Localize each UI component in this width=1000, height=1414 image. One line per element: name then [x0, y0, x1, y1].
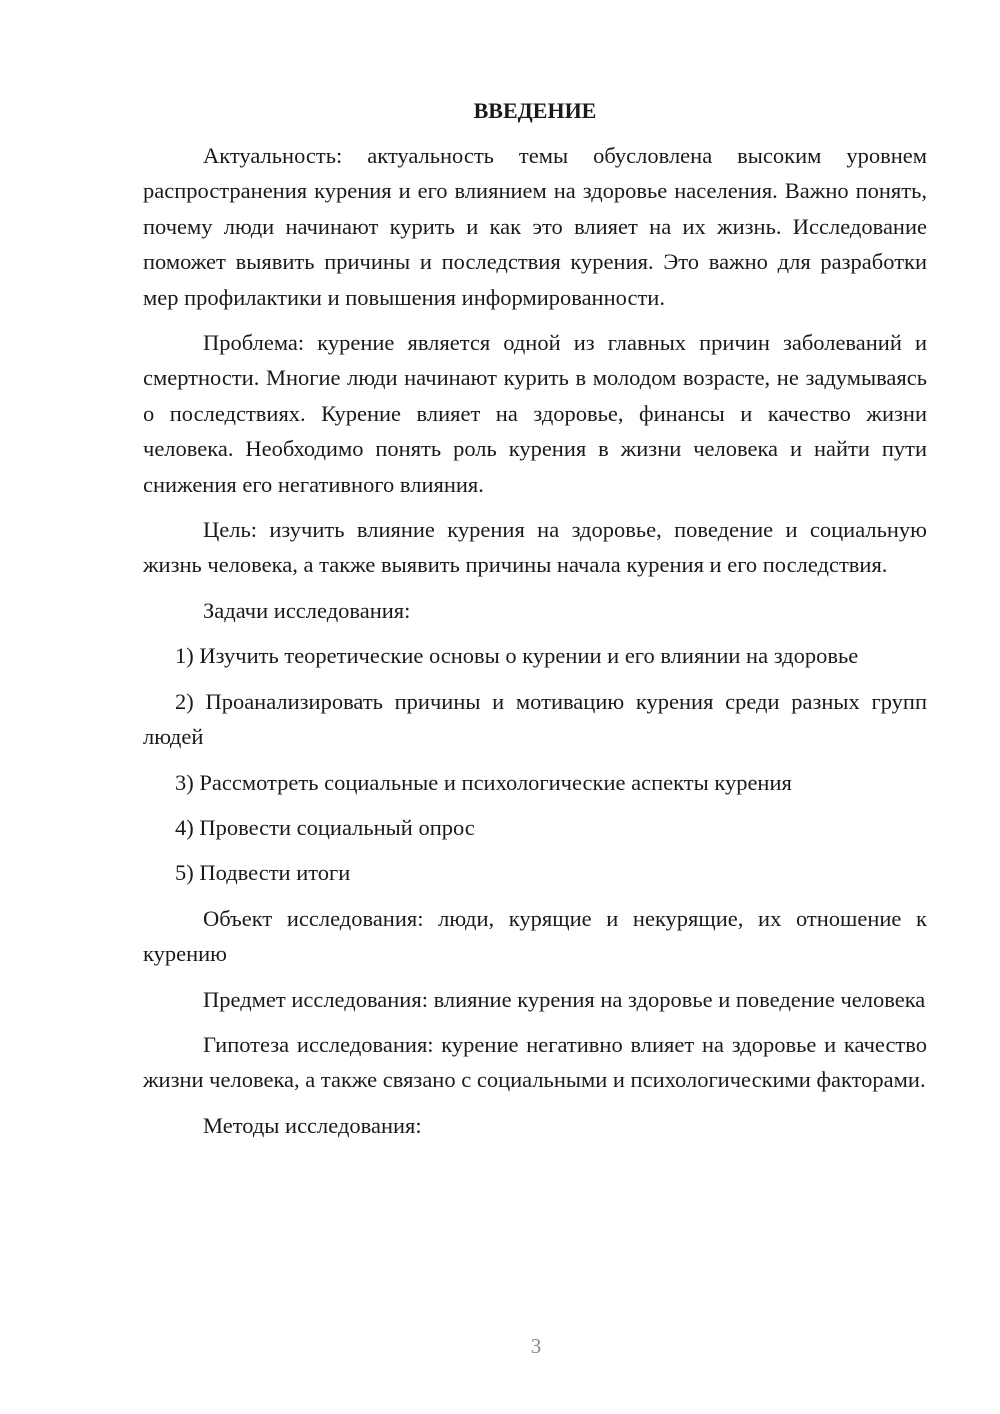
- task-item-2: 2) Проанализировать причины и мотивацию курения среди разных групп людей: [143, 688, 927, 750]
- page-heading: ВВЕДЕНИЕ: [473, 98, 597, 123]
- task-item-4: 4) Провести социальный опрос: [175, 814, 475, 840]
- page-number: 3: [530, 1334, 542, 1358]
- page-content: [143, 93, 927, 1153]
- subject-paragraph: Предмет исследования: влияние курения на здоровье и поведение человека: [203, 986, 926, 1012]
- problem-paragraph: Проблема: курение является одной из главных причин заболеваний и смертности. Многие люди начинают курить в молодом возрасте, не задумываясь о последствиях. Курение влияет на здоровье, финансы и качество жизни человека. Необходимо понять роль курения в жизни человека и найти пути снижения его негативного влияния.: [143, 330, 927, 497]
- task-item-5: 5) Подвести итоги: [175, 860, 351, 886]
- methods-paragraph: Методы исследования:: [203, 1112, 422, 1138]
- goal-paragraph: Цель: изучить влияние курения на здоровье, поведение и социальную жизнь человека, а также выявить причины начала курения и его последствия.: [143, 517, 927, 578]
- tasks-title: Задачи исследования:: [203, 597, 411, 623]
- task-item-3: 3) Рассмотреть социальные и психологические аспекты курения: [175, 769, 792, 795]
- task-item-1: 1) Изучить теоретические основы о курении и его влиянии на здоровье: [175, 643, 859, 669]
- hypothesis-paragraph: Гипотеза исследования: курение негативно влияет на здоровье и качество жизни человека, а также связано с социальными и психологическими факторами.: [143, 1031, 927, 1093]
- relevance-paragraph: Актуальность: актуальность темы обусловлена высоким уровнем распространения курения и его влиянием на здоровье населения. Важно понять, почему люди начинают курить и как это влияет на их жизнь. Исследование поможет выявить причины и последствия курения. Это важно для разработки мер профилактики и повышения информированности.: [143, 143, 927, 310]
- object-paragraph: Объект исследования: люди, курящие и некурящие, их отношение к курению: [143, 905, 927, 967]
